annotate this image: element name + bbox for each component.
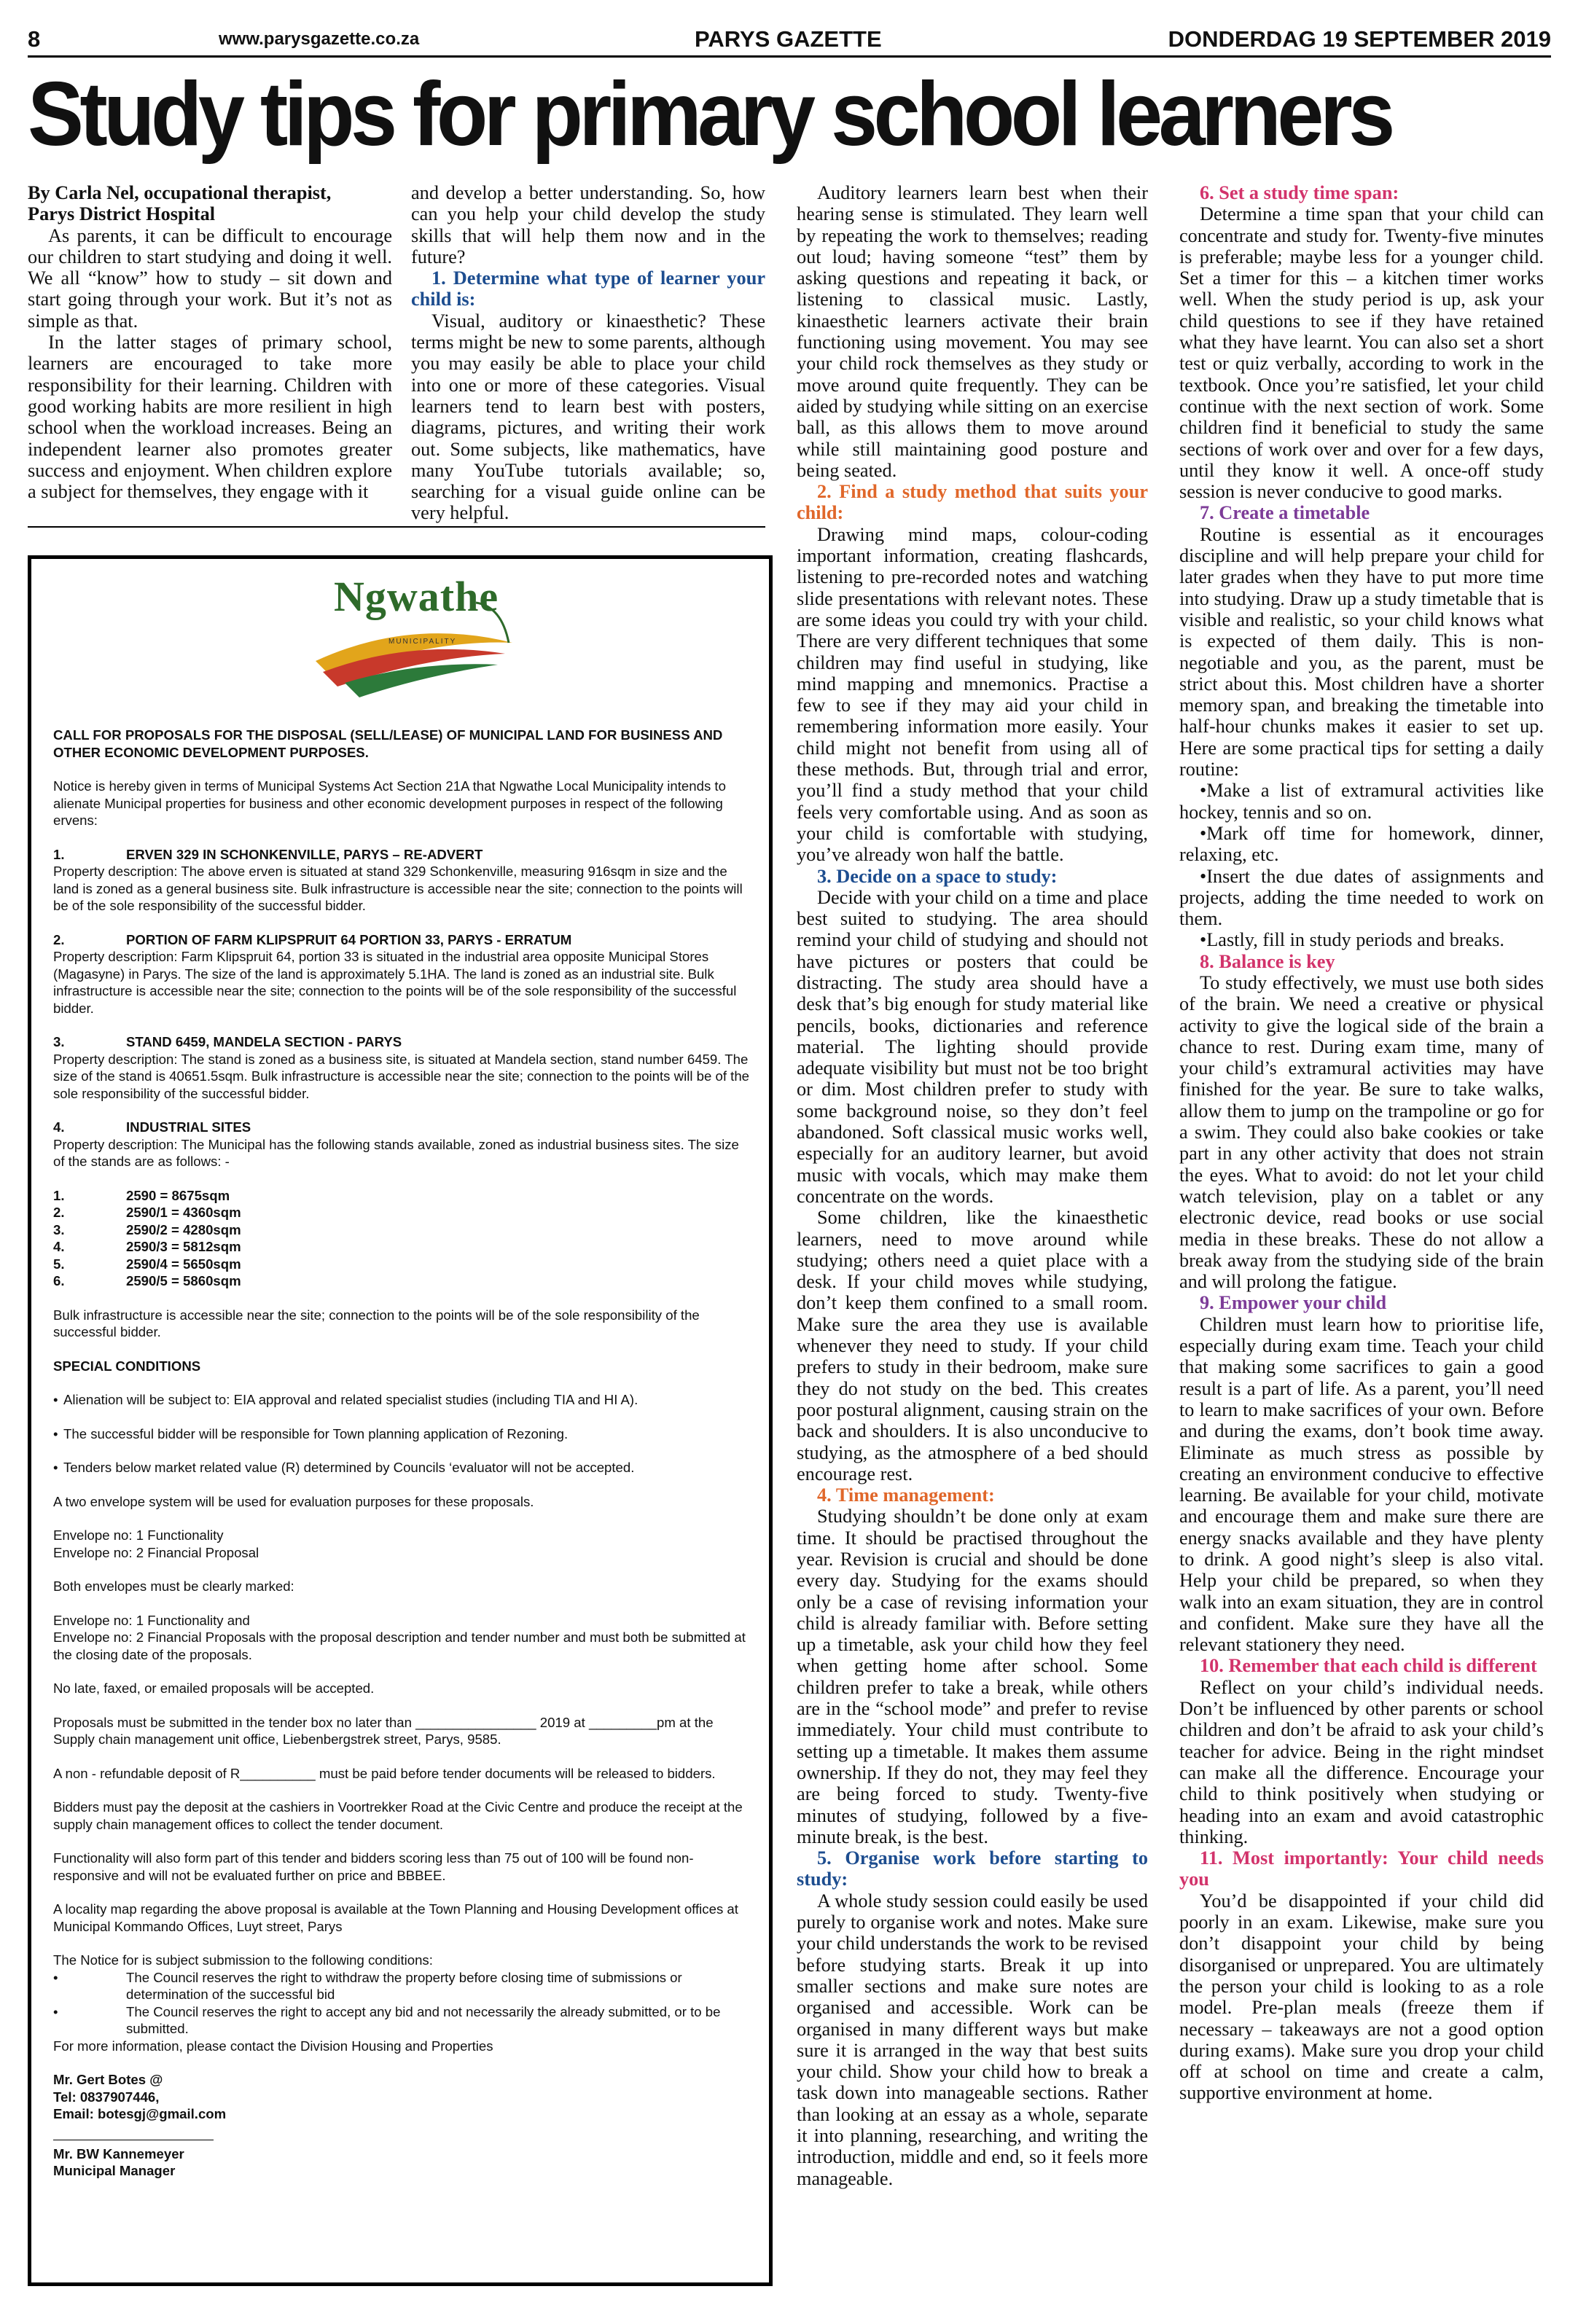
section-heading: 2. Find a study method that suits your child: <box>797 481 1148 524</box>
item-number: 1. <box>53 846 65 862</box>
list-item: • Alienation will be subject to: EIA approval and related specialist studies (including TIA and HI A). <box>53 1391 749 1409</box>
stand-number: 3. <box>53 1221 65 1237</box>
paragraph: To study effectively, we must use both sides of the brain. We need a creative or physical activity to give the logical side of the brain a chance to rest. During exam time, many of your child’s extramural activities may have finished for the year. Be sure to take walks, allow them to jump on the trampoline or go for a swim. They could also bake cookies or take part in any other activity that does not strain the eyes. What to avoid: do not let your child watch television, play on a tablet or any electronic device, read books or use social media in these breaks. These do not allow a break away from the studying side of the brain and will prolong the fatigue. <box>1179 971 1544 1293</box>
locality-note: A locality map regarding the above proposal is available at the Town Planning and Housing Development offices at Municipal Kommando Offices, Luyt street, Parys <box>53 1901 738 1934</box>
section-heading: 3. Decide on a space to study: <box>817 865 1058 887</box>
envelope-line: Envelope no: 2 Financial Proposals with the proposal description and tender number and must both be submitted at the closing date of the proposals. <box>53 1629 746 1662</box>
contact-email: Email: botesgj@gmail.com <box>53 2106 227 2121</box>
stand-row <box>53 1272 749 1290</box>
notice-item <box>53 846 749 915</box>
paragraph: Auditory learners learn best when their hearing sense is stimulated. They learn well by repeating the work to themselves; reading out loud; having someone “test” them by asking questions and repeating it back, or listening to classical music. Lastly, kinaesthetic learners activate their brain functioning using movement. You may see your child rock themselves as they study or move around quite frequently. They can be aided by studying while sitting on an exercise ball, as this allows them to move around while still maintaining good posture and being seated. <box>797 182 1148 481</box>
envelope-line: Envelope no: 2 Financial Proposal <box>53 1544 259 1560</box>
byline: By Carla Nel, occupational therapist, <box>28 182 332 203</box>
section-heading: 1. Determine what type of learner your child is: <box>411 267 765 310</box>
header-rule <box>28 55 1551 58</box>
article-column-1 <box>28 182 392 525</box>
stand-row <box>53 1238 749 1256</box>
notice-item <box>53 1119 749 1170</box>
stand-size: 2590/1 = 4360sqm <box>126 1205 241 1220</box>
article-column-2 <box>411 182 765 525</box>
no-late-note: No late, faxed, or emailed proposals will be accepted. <box>53 1681 375 1696</box>
notice-body <box>53 727 749 2196</box>
stand-row <box>53 1256 749 1273</box>
paragraph: Children must learn how to prioritise life, especially during exam time. Teach your child that making some sacrifices to gain a good result is a part of life. As a parent, you’ll need to learn to make sacrifices of your own. Before and during the exams, don’t book time away. Eliminate as much stress as possible by creating an environment conducive to effective learning. Be available for your child, motivate and encourage them and make sure there are energy snacks available and they have plenty to drink. A good night’s sleep is also vital. Help your child be prepared, so when they walk into an exam situation, they are in control and confident. Make sure they have all the relevant stationery they need. <box>1179 1313 1544 1656</box>
stand-number: 6. <box>53 1273 65 1288</box>
paragraph-continued: and develop a better understanding. So, how can you help your child develop the study skills that will help them now and in the future? <box>411 182 765 267</box>
bulk-note: Bulk infrastructure is accessible near the site; connection to the points will be of the sole responsibility of the successful bidder. <box>53 1307 700 1339</box>
item-title: INDUSTRIAL SITES <box>126 1119 251 1135</box>
paragraph: You’d be disappointed if your child did poorly in an exam. Likewise, make sure you don’t disappoint your child by being disorganised or unprepared. You are ultimately the person your child is looking to as a role model. Pre-plan meals (freeze them if necessary – takeaways are not a good option during exams). Make sure you drop your child off at school on time and create a calm, supportive environment at home. <box>1179 1890 1544 2104</box>
envelope-list <box>53 1612 749 1664</box>
marked-note: Both envelopes must be clearly marked: <box>53 1578 294 1594</box>
list-item: •Insert the due dates of assignments and projects, adding the time needed to work on them. <box>1179 865 1544 930</box>
signature-line <box>53 2140 214 2141</box>
envelope-line: Envelope no: 1 Functionality <box>53 1527 224 1543</box>
more-info: For more information, please contact the Division Housing and Properties <box>53 2038 493 2054</box>
article-rule <box>28 526 765 528</box>
article-column-2-flow <box>411 182 765 524</box>
stand-row <box>53 1204 749 1221</box>
list-item: •Make a list of extramural activities like hockey, tennis and so on. <box>1179 780 1544 823</box>
functionality-note: Functionality will also form part of this tender and bidders scoring less than 75 out of 100 will be found non-responsive and will not be evaluated further on price and BBBEE. <box>53 1850 694 1883</box>
notice-intro: Notice is hereby given in terms of Municipal Systems Act Section 21A that Ngwathe Local Municipality intends to alienate Municipal properties for business and other economic development purposes in respect of the following ervens: <box>53 778 726 828</box>
list-item: • Tenders below market related value (R) determined by Councils ‘evaluator will not be accepted. <box>53 1459 749 1476</box>
signatory-block <box>53 2145 749 2180</box>
item-title: PORTION OF FARM KLIPSPRUIT 64 PORTION 33, PARYS - ERRATUM <box>126 931 572 947</box>
notice-item <box>53 1033 749 1102</box>
article-column-3 <box>797 182 1148 2288</box>
issue-date: DONDERDAG 19 SEPTEMBER 2019 <box>1168 26 1551 52</box>
stand-number: 2. <box>53 1205 65 1220</box>
section-heading: 4. Time management: <box>817 1484 995 1506</box>
section-heading: 5. Organise work before starting to study: <box>797 1847 1148 1890</box>
ngwathe-logo <box>301 574 520 712</box>
item-number: 4. <box>53 1119 65 1135</box>
page-number: 8 <box>28 26 41 52</box>
item-number: 3. <box>53 1034 65 1049</box>
list-item: •Lastly, fill in study periods and breaks. <box>1200 929 1504 951</box>
special-conditions-list <box>53 1391 749 1476</box>
signatory-title: Municipal Manager <box>53 2163 176 2178</box>
envelope-system: A two envelope system will be used for evaluation purposes for these proposals. <box>53 1493 534 1509</box>
section-heading: 7. Create a timetable <box>1200 502 1370 524</box>
paragraph: Drawing mind maps, colour-coding important information, creating flashcards, listening to pre-recorded notes and watching slide presentations with relevant notes. These are some ideas you could try with your child. There are very different techniques that some children may find useful in studying, like mind mapping and mnemonics. Practise a few to see if they may aid your child in remembering information more easily. Your child might not benefit from using all of these methods. But, through trial and error, you’ll find a study method that your child feels very comfortable using. And as soon as your child is comfortable with studying, you’ve already won half the battle. <box>797 523 1148 866</box>
paragraph: Decide with your child on a time and place best suited to studying. The area should remind your child of studying and should not have pictures or posters that could be distracting. The study area should have a desk that’s big enough for study material like pencils, books, dictionaries and reference material. The lighting should provide adequate visibility but must not be too bright or dim. Most children prefer to study with some background noise, so they don’t feel abandoned. Soft classical music works well, especially for an auditory learner, but avoid music with vocals, which may make them concentrate on the words. <box>797 886 1148 1207</box>
section-heading: 9. Empower your child <box>1200 1292 1387 1314</box>
byline-affiliation: Parys District Hospital <box>28 203 216 225</box>
paragraph: Determine a time span that your child can concentrate and study for. Twenty-five minutes is preferable; maybe less for a younger child. Set a timer for this – a kitchen timer works well. When the study period is up, ask your child questions to see if they have retained what they have learnt. You can also set a short test or quiz verbally, according to work in the textbook. Once you’re satisfied, let your child continue with the next section of work. Some children find it beneficial to study the same sections of work over and over for a few days, until they know it well. A once-off study session is never conducive to good marks. <box>1179 203 1544 503</box>
conditions-intro: The Notice for is subject submission to the following conditions: <box>53 1952 433 1968</box>
article-headline: Study tips for primary school learners <box>28 64 1391 165</box>
section-heading: 10. Remember that each child is different <box>1200 1655 1537 1677</box>
item-title: ERVEN 329 IN SCHONKENVILLE, PARYS – RE-ADVERT <box>126 846 483 862</box>
item-description: Property description: The above erven is situated at stand 329 Schonkenville, measuring 916sqm in size and the land is zoned as a general business site. Bulk infrastructure is accessible near the site; connection to the points will be of the sole responsibility of the successful bidder. <box>53 864 743 913</box>
stand-row <box>53 1221 749 1239</box>
cashiers-note: Bidders must pay the deposit at the cashiers in Voortrekker Road at the Civic Centre and produce the receipt at the supply chain management offices to collect the tender document. <box>53 1799 743 1832</box>
stand-size: 2590/5 = 5860sqm <box>126 1273 241 1288</box>
contact-block <box>53 2071 749 2123</box>
condition-text: The Council reserves the right to accept any bid and not necessarily the already submitted, or to be submitted. <box>126 2003 721 2036</box>
item-number: 2. <box>53 931 65 947</box>
condition-item: • The Council reserves the right to withdraw the property before closing time of submissions or determination of the successful bid <box>53 1969 749 2003</box>
stand-size: 2590/3 = 5812sqm <box>126 1239 241 1254</box>
paragraph: A whole study session could easily be used purely to organise work and notes. Make sure your child understands the work to be revised before studying starts. Break it up into smaller sections and make sure notes are organised and accessible. Work can be organised in many different ways but make sure it is arranged in the way that best suits your child. Show your child how to break a task down into manageable sections. Rather than looking at an essay as a whole, separate it into planning, researching, and writing the introduction, middle and end, so it feels more manageable. <box>797 1890 1148 2189</box>
municipal-notice <box>28 555 773 2286</box>
condition-item: • The Council reserves the right to accept any bid and not necessarily the already submitted, or to be submitted. <box>53 2003 749 2038</box>
item-description: Property description: The stand is zoned as a business site, is situated at Mandela section, stand number 6459. The size of the stand is 40651.5sqm. Bulk infrastructure is accessible near the site; connection to the points will be of the sole responsibility of the successful bidder. <box>53 1051 749 1101</box>
paragraph: In the latter stages of primary school, learners are encouraged to take more responsibility for their learning. Children with good working habits are more resilient in high school when the workload increases. Being an independent learner also promotes greater success and enjoyment. When children explore a subject for themselves, they engage with it <box>28 332 392 503</box>
website: www.parysgazette.co.za <box>219 29 420 49</box>
logo-text: Ngwathe <box>334 573 499 620</box>
stand-size: 2590/2 = 4280sqm <box>126 1221 241 1237</box>
paragraph: As parents, it can be difficult to encourage our children to start studying and doing it well. We all “know” how to study – sit down and start going through your work. But it’s not as simple as that. <box>28 224 392 332</box>
stand-list <box>53 1187 749 1290</box>
paragraph: Reflect on your child’s individual needs. Don’t be influenced by other parents or school children and don’t be afraid to ask your child’s teacher for advice. Being in the right mindset can make all the difference. Encourage your child to think positively when studying or heading into an exam and avoid catastrophic thinking. <box>1179 1676 1544 1847</box>
submission-note: Proposals must be submitted in the tender box no later than ________________ 2019 at _________pm at the Supply chain management unit office, Liebenbergstrek street, Parys, 9585. <box>53 1714 714 1747</box>
logo-subtext: MUNICIPALITY <box>388 638 457 646</box>
condition-text: The Council reserves the right to withdraw the property before closing time of submissions or determination of the successful bid <box>126 1969 682 2002</box>
stand-number: 1. <box>53 1187 65 1203</box>
item-description: Property description: The Municipal has the following stands available, zoned as industrial business sites. The size of the stands are as follows: - <box>53 1136 739 1169</box>
list-item: •Mark off time for homework, dinner, relaxing, etc. <box>1179 822 1544 866</box>
conditions-block <box>53 1952 749 2054</box>
paragraph: Studying shouldn’t be done only at exam time. It should be practised throughout the year. Revision is crucial and should be done every day. Studying for the exams should only be a case of revising information your child is already familiar with. Before setting up a timetable, ask your child how they feel when getting home after school. Some children prefer to take a break, while others are in the “school mode” and prefer to revise immediately. Your child must contribute to setting up a timetable. It makes them assume ownership. If they do not, they may feel they are being forced to study. Twenty-five minutes of studying, followed by a five-minute break, is the best. <box>797 1506 1148 1847</box>
article-column-4 <box>1179 182 1544 2288</box>
stand-size: 2590 = 8675sqm <box>126 1187 230 1203</box>
envelope-list <box>53 1527 749 1561</box>
deposit-note: A non - refundable deposit of R__________ must be paid before tender documents will be released to bidders. <box>53 1765 716 1781</box>
contact-name: Mr. Gert Botes @ <box>53 2072 163 2087</box>
stand-number: 5. <box>53 1256 65 1272</box>
notice-item <box>53 931 749 1017</box>
signatory-name: Mr. BW Kannemeyer <box>53 2145 184 2161</box>
special-conditions-title: SPECIAL CONDITIONS <box>53 1358 201 1374</box>
section-heading: 6. Set a study time span: <box>1200 182 1399 203</box>
paragraph: Visual, auditory or kinaesthetic? These terms might be new to some parents, although you may easily be able to place your child into one or more of these categories. Visual learners tend to learn best with posters, diagrams, pictures, and writing their work out. Some subjects, like mathematics, have many YouTube tutorials available; so, searching for a visual guide online can be very helpful. <box>411 310 765 524</box>
envelope-line: Envelope no: 1 Functionality and <box>53 1612 250 1628</box>
stand-row <box>53 1187 749 1205</box>
section-heading: 8. Balance is key <box>1200 950 1335 972</box>
page-header <box>28 26 1551 55</box>
contact-phone: Tel: 0837907446, <box>53 2089 160 2105</box>
paragraph: Routine is essential as it encourages discipline and will help prepare your child for later grades when they have to put more time into studying. Draw up a study timetable that is visible and realistic, so your child knows what is expected of them daily. This is non-negotiable and you, as the parent, must be strict about this. Most children have a shorter memory span, and breaking the timetable into half-hour chunks makes it easier to set up. Here are some practical tips for setting a daily routine: <box>1179 523 1544 780</box>
stand-size: 2590/4 = 5650sqm <box>126 1256 241 1272</box>
section-heading: 11. Most importantly: Your child needs you <box>1179 1847 1544 1890</box>
list-item: • The successful bidder will be responsible for Town planning application of Rezoning. <box>53 1425 749 1443</box>
notice-title: CALL FOR PROPOSALS FOR THE DISPOSAL (SELL/LEASE) OF MUNICIPAL LAND FOR BUSINESS AND OTHER ECONOMIC DEVELOPMENT PURPOSES. <box>53 727 723 760</box>
item-description: Property description: Farm Klipspruit 64, portion 33 is situated in the industrial area opposite Municipal Stores (Magasyne) in Parys. The size of the land is approximately 5.1HA. The land is zoned as an industrial site. Bulk infrastructure is accessible near the site; connection to the points will be of the sole responsibility of the successful bidder. <box>53 949 737 1016</box>
paragraph: Some children, like the kinaesthetic learners, need to move around while studying; others need a quiet place with a desk. If your child moves while studying, don’t keep them confined to a small room. Make sure the area they use is available whenever they need to study. If your child prefers to study in their bedroom, make sure they do not study on the bed. This creates poor postural alignment, causing strain on the back and shoulders. It is also unconducive to studying, as the atmosphere of a bed should encourage rest. <box>797 1207 1148 1484</box>
item-title: STAND 6459, MANDELA SECTION - PARYS <box>126 1034 402 1049</box>
publication-name: PARYS GAZETTE <box>695 26 882 52</box>
stand-number: 4. <box>53 1239 65 1254</box>
